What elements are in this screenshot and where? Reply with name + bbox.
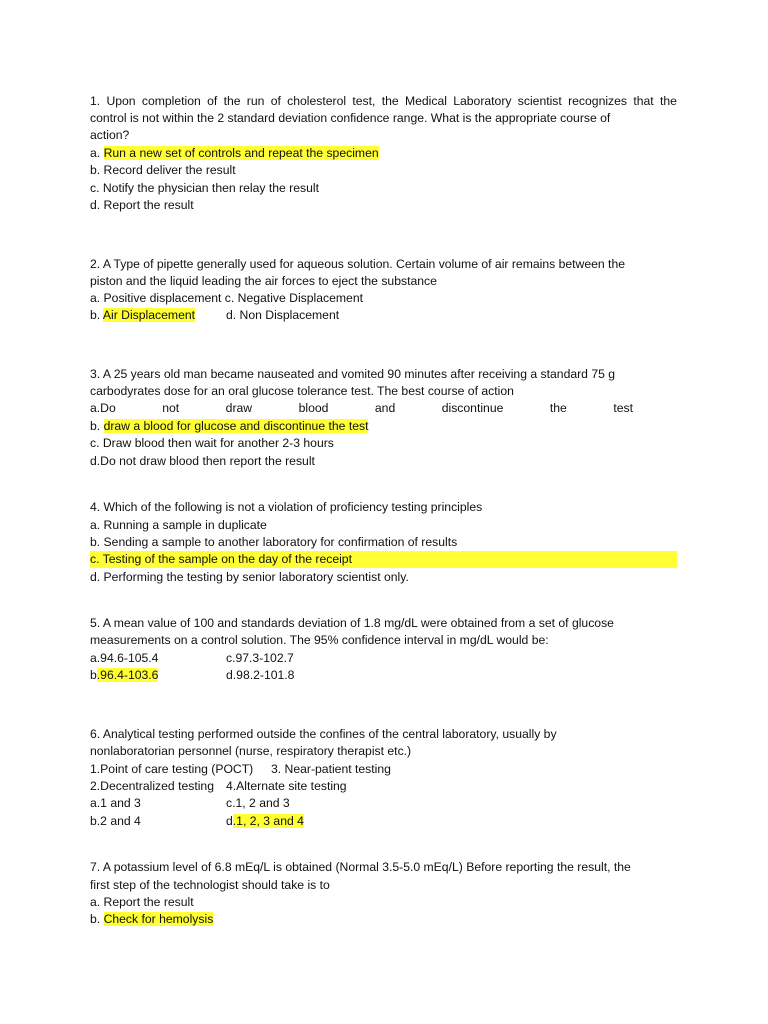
q6-option-b: b.2 and 4: [90, 814, 141, 828]
q6-item-3: 3. Near-patient testing: [271, 762, 391, 776]
q2-stem-line-2: piston and the liquid leading the air forces to eject the substance: [90, 274, 437, 288]
q5-option-c: c.97.3-102.7: [226, 651, 294, 665]
q6-option-d: d.1, 2, 3 and 4: [226, 814, 304, 828]
q7-stem-line-1: 7. A potassium level of 6.8 mEq/L is obtained (Normal 3.5-5.0 mEq/L) Before reporting the result, the: [90, 860, 631, 874]
q4-option-b: b. Sending a sample to another laboratory for confirmation of results: [90, 535, 458, 549]
q2-option-b: b. Air Displacement: [90, 308, 196, 322]
q6-item-2: 2.Decentralized testing: [90, 779, 214, 793]
q5-option-d: d.98.2-101.8: [226, 668, 295, 682]
q3-stem-line-2: carbodyrates dose for an oral glucose tolerance test. The best course of action: [90, 384, 514, 398]
q1-option-a: a. Run a new set of controls and repeat the specimen: [90, 146, 379, 160]
q1-option-b: b. Record deliver the result: [90, 163, 236, 177]
q3-option-c: c. Draw blood then wait for another 2-3 hours: [90, 436, 334, 450]
q6-option-c: c.1, 2 and 3: [226, 796, 290, 810]
q2-option-d: d. Non Displacement: [226, 308, 340, 322]
q3-option-d: d.Do not draw blood then report the result: [90, 454, 315, 468]
q6-item-1: 1.Point of care testing (POCT): [90, 762, 254, 776]
q5-stem-line-2: measurements on a control solution. The 95% confidence interval in mg/dL would be:: [90, 633, 549, 647]
q3-answer-highlight: draw a blood for glucose and discontinue the test: [103, 419, 369, 433]
q2-options-a-c: a. Positive displacement c. Negative Displacement: [90, 291, 363, 305]
q3-option-a: a.Do not draw blood and discontinue the test: [90, 401, 633, 415]
q7-stem-line-2: first step of the technologist should take is to: [90, 878, 330, 892]
q6-answer-highlight: .1, 2, 3 and 4: [232, 814, 304, 828]
q1-stem-line-1: 1. Upon completion of the run of cholesterol test, the Medical Laboratory scientist recognizes that the: [90, 94, 677, 108]
q3-option-b: b. draw a blood for glucose and discontinue the test: [90, 419, 369, 433]
q4-option-a: a. Running a sample in duplicate: [90, 518, 267, 532]
q1-option-c: c. Notify the physician then relay the result: [90, 181, 319, 195]
q5-stem-line-1: 5. A mean value of 100 and standards deviation of 1.8 mg/dL were obtained from a set of glucose: [90, 616, 614, 630]
q7-answer-highlight: Check for hemolysis: [103, 912, 214, 926]
q6-option-a: a.1 and 3: [90, 796, 141, 810]
q5-option-b: b.96.4-103.6: [90, 668, 159, 682]
q4-option-c-answer-highlight: c. Testing of the sample on the day of the receipt: [90, 551, 677, 568]
q6-stem-line-1: 6. Analytical testing performed outside the confines of the central laboratory, usually by: [90, 727, 557, 741]
q5-answer-highlight: .96.4-103.6: [96, 668, 159, 682]
q2-stem-line-1: 2. A Type of pipette generally used for aqueous solution. Certain volume of air remains between the: [90, 257, 625, 271]
q6-stem-line-2: nonlaboratorian personnel (nurse, respiratory therapist etc.): [90, 744, 412, 758]
q1-answer-highlight: Run a new set of controls and repeat the specimen: [103, 146, 379, 160]
q7-option-a: a. Report the result: [90, 895, 194, 909]
q1-option-d: d. Report the result: [90, 198, 194, 212]
q3-stem-line-1: 3. A 25 years old man became nauseated and vomited 90 minutes after receiving a standard 75 g: [90, 367, 616, 381]
q5-option-a: a.94.6-105.4: [90, 651, 159, 665]
q1-stem-line-2: control is not within the 2 standard deviation confidence range. What is the appropriate course of: [90, 111, 611, 125]
q1-stem-line-3: action?: [90, 128, 130, 142]
q7-option-b: b. Check for hemolysis: [90, 912, 214, 926]
q2-answer-highlight: Air Displacement: [102, 308, 196, 322]
q4-stem-line-1: 4. Which of the following is not a violation of proficiency testing principles: [90, 500, 483, 514]
q6-item-4: 4.Alternate site testing: [226, 779, 347, 793]
q4-option-d: d. Performing the testing by senior laboratory scientist only.: [90, 570, 409, 584]
